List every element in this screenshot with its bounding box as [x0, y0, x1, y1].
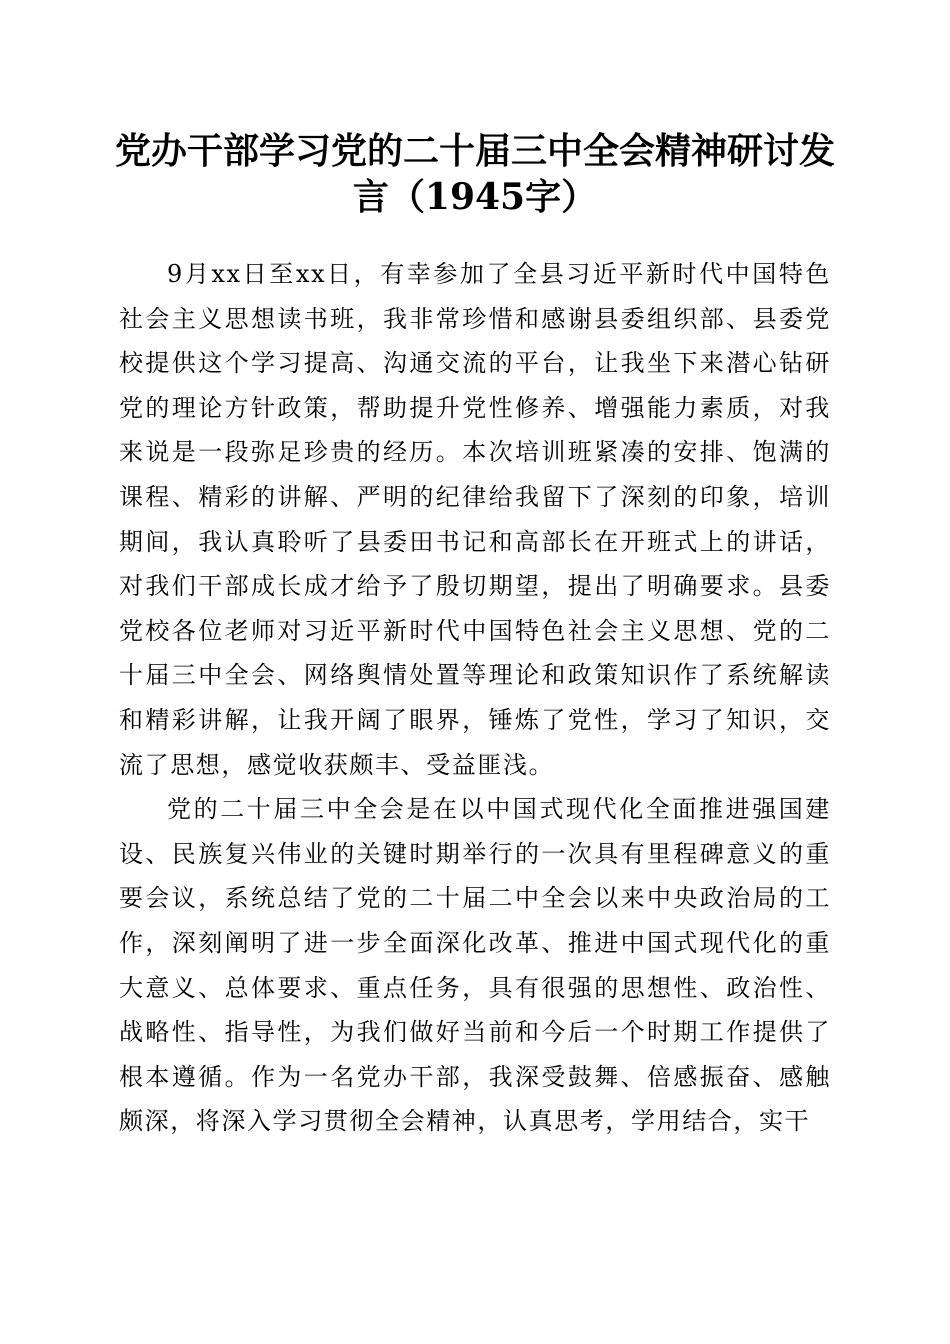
- document-title: 党办干部学习党的二十届三中全会精神研讨发言（1945字）: [114, 130, 835, 218]
- paragraph-2: 党的二十届三中全会是在以中国式现代化全面推进强国建设、民族复兴伟业的关键时期举行的一次具有里程碑意义的重要会议，系统总结了党的二十届二中全会以来中央政治局的工作，深刻阐明了进一步全面深化改革、推进中国式现代化的重大意义、总体要求、重点任务，具有很强的思想性、政治性、战略性、指导性，为我们做好当前和今后一个时期工作提供了根本遵循。作为一名党办干部，我深受鼓舞、倍感振奋、感触颇深，将深入学习贯彻全会精神，认真思考，学用结合，实干: [119, 795, 831, 1136]
- paragraph-1: 9月xx日至xx日，有幸参加了全县习近平新时代中国特色社会主义思想读书班，我非常珍惜和感谢县委组织部、县委党校提供这个学习提高、沟通交流的平台，让我坐下来潜心钻研党的理论方针政策，帮助提升党性修养、增强能力素质，对我来说是一段弥足珍贵的经历。本次培训班紧凑的安排、饱满的课程、精彩的讲解、严明的纪律给我留下了深刻的印象，培训期间，我认真聆听了县委田书记和高部长在开班式上的讲话，对我们干部成长成才给予了殷切期望，提出了明确要求。县委党校各位老师对习近平新时代中国特色社会主义思想、党的二十届三中全会、网络舆情处置等理论和政策知识作了系统解读和精彩讲解，让我开阔了眼界，锤炼了党性，学习了知识，交流了思想，感觉收获颇丰、受益匪浅。: [119, 260, 831, 779]
- document-body: [119, 252, 831, 1144]
